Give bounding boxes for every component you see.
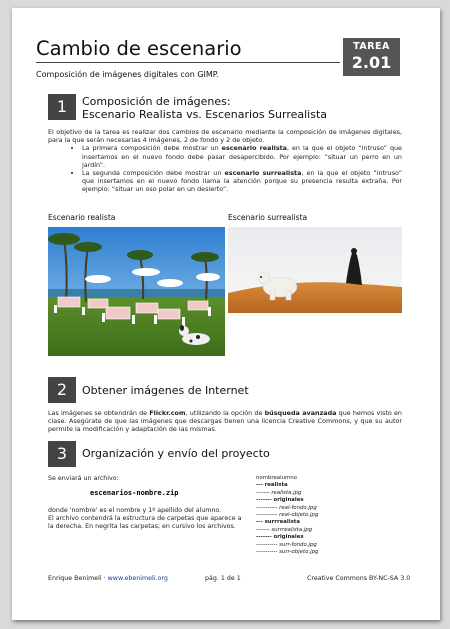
send-line: Se enviará un archivo: bbox=[48, 475, 119, 482]
tarea-number: 2.01 bbox=[351, 53, 392, 72]
tree-root: nombrealumno bbox=[256, 475, 297, 481]
image-surreal-desert-bear bbox=[228, 227, 402, 313]
section-1-body bbox=[48, 128, 402, 194]
caption-surrealista: Escenario surrealista bbox=[228, 213, 308, 222]
tree-folder-realista: --- realista bbox=[256, 482, 288, 489]
section-1-heading-line2: Escenario Realista vs. Escenarios Surrealista bbox=[82, 108, 328, 121]
footer-license: Creative Commons BY-NC-SA 3.0 bbox=[307, 575, 411, 582]
footer-url-link[interactable]: www.ebenimeli.org bbox=[107, 575, 168, 582]
tree-file-real-objeto: ----------- real-objeto.jpg bbox=[256, 512, 319, 519]
bullet-surrealista: • La segunda composición debe mostrar un escenario surrealista, en la que el objeto “intruso” que insertamos en el nuevo fondo llama la atención porque su presencia resulta extraña. Por ejemplo: “situar un oso polar en un desierto”. bbox=[82, 169, 402, 194]
tree-file-surr-objeto: ----------- surr-objeto.jpg bbox=[256, 549, 319, 556]
bullet-realista: • La primera composición debe mostrar un escenario realista, en la que el objeto “intruso” que insertamos en el nuevo fondo debe pasar desapercibido. Por ejemplo: “situar un perro en un jardín”. bbox=[82, 144, 402, 169]
page-subtitle: Composición de imágenes digitales con GIMP. bbox=[36, 70, 219, 79]
image-realistic-garden-dog bbox=[48, 227, 225, 356]
desc-nombre: donde 'nombre' es el nombre y 1º apellido del alumno. bbox=[48, 507, 222, 514]
section-2-heading: Obtener imágenes de Internet bbox=[82, 384, 249, 397]
tree-folder-surrealista: --- surrrealista bbox=[256, 519, 301, 526]
section-2-body: Las imágenes se obtendrán de Flickr.com, utilizando la opción de búsqueda avanzada que hemos visto en clase. Asegúrate de que las imágenes que descargas tienen una licencia Creative Commons, y que su autor permite la modificación y adaptación de las mismas. bbox=[48, 409, 402, 434]
section-3-left-text bbox=[48, 475, 248, 483]
tree-folder-originales-1: ------- originales bbox=[256, 497, 304, 504]
folder-tree bbox=[256, 475, 318, 556]
tarea-label: TAREA bbox=[353, 41, 390, 52]
section-3-heading: Organización y envío del proyecto bbox=[82, 447, 270, 460]
section-3-description bbox=[48, 507, 248, 532]
title-divider bbox=[36, 62, 340, 63]
section-3-number: 3 bbox=[48, 441, 76, 467]
zip-filename: escenarios-nombre.zip bbox=[90, 489, 179, 497]
tree-file-surr-fondo: ----------- surr-fondo.jpg bbox=[256, 541, 317, 548]
section-2-number: 2 bbox=[48, 377, 76, 403]
tree-file-real-fondo: ----------- real-fondo.jpg bbox=[256, 504, 317, 511]
footer-author: Enrique Benimeli · www.ebenimeli.org bbox=[48, 575, 168, 582]
section-1-number: 1 bbox=[48, 94, 76, 120]
tree-file-surrealista: ------- surrrealista.jpg bbox=[256, 526, 313, 533]
tree-folder-originales-2: ------- originales bbox=[256, 534, 304, 541]
section-1-heading-line1: Composición de imágenes: bbox=[82, 95, 231, 108]
tree-file-realista: ------- realista.jpg bbox=[256, 489, 302, 496]
section-1-intro: El objetivo de la tarea es realizar dos cambios de escenario mediante la composición de imágenes digitales, para la que serán necesarias 4 imágenes, 2 de fondo y 2 de objeto. bbox=[48, 128, 402, 145]
section-1-heading bbox=[82, 95, 327, 121]
footer-page: pág. 1 de 1 bbox=[205, 575, 241, 582]
page-title: Cambio de escenario bbox=[36, 37, 242, 60]
tarea-badge bbox=[343, 38, 400, 76]
section-1-bullets bbox=[48, 144, 402, 193]
caption-realista: Escenario realista bbox=[48, 213, 116, 222]
desc-estructura: El archivo contendrá la estructura de carpetas que aparece a la derecha. En negrita las carpetas; en cursivo los archivos. bbox=[48, 515, 242, 531]
